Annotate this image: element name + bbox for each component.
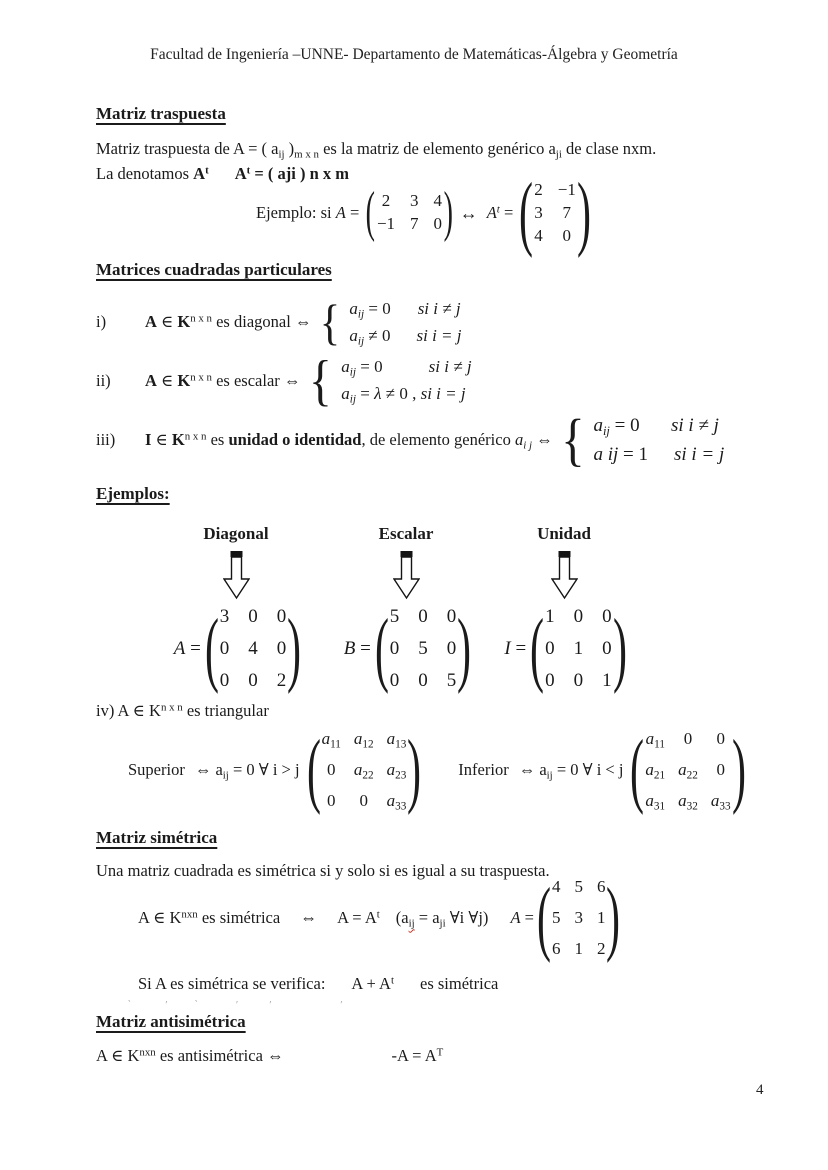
- symmetric-claim: A ∈ $K^{nxn}$ es simétrica: [138, 908, 281, 927]
- matrix-cell: 1: [574, 939, 583, 958]
- matrix-cell: 0: [359, 791, 368, 810]
- matrix-cell: 0: [248, 606, 258, 627]
- matrix-cell: 3: [219, 606, 230, 627]
- item-ii-label: ii): [96, 371, 111, 390]
- item-i-cases: [318, 293, 462, 350]
- matrix-cell: 0: [562, 226, 572, 245]
- matrix-paren-right: ): [407, 723, 422, 817]
- case-equation: $a_{ij} = 0$: [349, 298, 391, 321]
- matrix-triangular-inferior: [630, 723, 746, 817]
- matrix-cell: 0: [326, 791, 336, 810]
- matrix-paren-left: (: [374, 602, 389, 696]
- matrix-paren-right: ): [457, 602, 472, 696]
- transpose-denote-left: La denotamos $A^t$: [96, 164, 209, 183]
- matrix-cell: −1: [557, 180, 576, 199]
- section-heading-matriz-antisimetrica: Matriz antisimétrica: [96, 1012, 246, 1031]
- matrix-paren-right: ): [606, 871, 621, 965]
- item-iii-text: I ∈ $K^{n x n}$ es unidad o identidad, de elemento genérico $a_{i j}$ ⇔: [145, 430, 553, 452]
- matrix-cell: $a_{13}$: [386, 729, 407, 751]
- matrix-paren-left: (: [365, 181, 376, 244]
- matrix-cell: −1: [376, 214, 396, 234]
- symmetric-definition: Una matriz cuadrada es simétrica si y solo si es igual a su traspuesta.: [96, 861, 550, 880]
- diagonal-matrix-row: [173, 602, 302, 696]
- example-column-escalar: [330, 524, 482, 696]
- scan-artifacts: ‵ ′ ‵ ′ ′ ′: [128, 999, 344, 1011]
- matrix-paren-left: (: [204, 602, 219, 696]
- example-column-unidad: [488, 524, 640, 696]
- matrix-A-transpose: [519, 166, 591, 260]
- section-heading-ejemplos: Ejemplos:: [96, 484, 170, 503]
- matrix-cell: 0: [433, 214, 443, 234]
- symmetric-note: ($a_{ij} = a_{ji}$ ∀i ∀j): [395, 908, 489, 930]
- matrix-name: I =: [504, 638, 527, 659]
- matrix-symmetric-example: [536, 871, 621, 965]
- case-equation: $a_{ij} \ne 0$: [349, 325, 391, 348]
- antisymmetric-formula: $-A = A^T$: [391, 1046, 444, 1065]
- square-item-iii: [96, 406, 724, 474]
- matrix-name: A =: [173, 638, 201, 659]
- transpose-example-mid: $A^t$ =: [486, 203, 514, 222]
- matrix-cell: 0: [276, 638, 287, 659]
- case-equation: a ij = 1: [593, 443, 648, 465]
- matrix-cell: 0: [716, 729, 725, 748]
- matrix-cell: $a_{22}$: [353, 760, 374, 782]
- item-ii-text: A ∈ $K^{n x n}$ es escalar ⇔: [145, 371, 301, 390]
- matrix-paren-right: ): [443, 181, 454, 244]
- matrix-cell: 7: [410, 214, 419, 234]
- symmetric-equation: $A = A^t$: [337, 908, 380, 927]
- cases-brace: {: [320, 293, 341, 350]
- escalar-label: Escalar: [378, 524, 434, 543]
- section-heading-matriz-traspuesta: Matriz traspuesta: [96, 104, 226, 123]
- matrix-cell: 0: [326, 760, 336, 779]
- matrix-cell: 5: [418, 638, 428, 659]
- item-iii-cases: [559, 406, 725, 472]
- item-i-text: A ∈ $K^{n x n}$ es diagonal ⇔: [145, 312, 312, 331]
- matrix-cell: 2: [381, 191, 391, 211]
- symmetric-property-result: es simétrica: [420, 974, 499, 993]
- case-row: [593, 415, 724, 437]
- matrix-cell: 3: [574, 908, 583, 927]
- matrix-cell: 0: [602, 638, 612, 659]
- case-equation: $a_{ij} = \lambda \ne 0$ , si i = j: [341, 384, 466, 407]
- matrix-cell: 0: [446, 638, 457, 659]
- matrix-cell: 2: [276, 670, 287, 691]
- down-arrow-icon: [223, 551, 250, 601]
- matrix-cell: 1: [545, 606, 555, 627]
- matrix-cell: 0: [389, 670, 400, 691]
- section-heading-matrices-cuadradas: Matrices cuadradas particulares: [96, 260, 332, 279]
- matrix-cell: 0: [683, 729, 693, 748]
- escalar-matrix-row: [343, 602, 472, 696]
- matrix-paren-left: (: [536, 871, 551, 965]
- triangular-row: [128, 722, 746, 818]
- inferior-label: Inferior: [458, 760, 509, 779]
- matrix-cell: 0: [545, 670, 555, 691]
- matrix-cell: $a_{22}$: [678, 760, 698, 782]
- matrix-A: [365, 181, 454, 244]
- unidad-label: Unidad: [537, 524, 591, 543]
- matrix-cell: $a_{12}$: [353, 729, 374, 751]
- matrix-cell: 2: [596, 939, 606, 958]
- transpose-example-prefix: Ejemplo: si A =: [256, 203, 360, 222]
- matrix-cell: 0: [389, 638, 400, 659]
- case-row: [341, 384, 491, 407]
- matrix-escalar: [374, 602, 472, 696]
- matrix-cell: 4: [534, 226, 543, 245]
- matrix-cell: 3: [534, 203, 543, 222]
- matrix-cell: 0: [219, 638, 230, 659]
- matrix-cell: $a_{11}$: [321, 729, 341, 751]
- matrix-cell: 0: [219, 670, 230, 691]
- matrix-name: A =: [510, 908, 534, 927]
- matrix-cell: 0: [276, 606, 287, 627]
- matrix-cell: 2: [534, 180, 543, 199]
- transpose-denote-right: $A^t$ = ( aji ) n x m: [234, 164, 350, 183]
- case-row: [341, 357, 491, 380]
- section-heading-matriz-simetrica: Matriz simétrica: [96, 828, 218, 847]
- down-arrow-icon: [393, 551, 420, 601]
- matrix-cell: 6: [596, 877, 606, 896]
- symmetric-property-formula: $A + A^t$: [351, 974, 395, 993]
- matrix-cell: 0: [716, 760, 725, 779]
- matrix-cell: $a_{23}$: [386, 760, 407, 782]
- matrix-paren-left: (: [530, 602, 545, 696]
- left-right-arrow: ↔: [459, 202, 478, 223]
- matrix-cell: 1: [573, 638, 584, 659]
- matrix-cell: $a_{21}$: [645, 760, 666, 782]
- matrix-cell: 4: [551, 877, 561, 896]
- matrix-cell: 0: [248, 670, 258, 691]
- diagonal-label: Diagonal: [203, 524, 269, 543]
- matrix-cell: $a_{32}$: [678, 791, 698, 813]
- square-item-ii: [96, 350, 492, 412]
- item-i-label: i): [96, 312, 107, 331]
- matrix-cell: 5: [389, 606, 400, 627]
- cases-brace: {: [560, 406, 585, 472]
- matrix-cell: $a_{33}$: [710, 791, 731, 813]
- symmetric-property-text: Si A es simétrica se verifica:: [138, 974, 326, 993]
- case-equation: $a_{ij} = 0$: [341, 357, 383, 380]
- matrix-paren-left: (: [630, 723, 645, 817]
- matrix-cell: 0: [446, 606, 457, 627]
- matrix-cell: $a_{33}$: [386, 791, 407, 813]
- matrix-paren-right: ): [731, 723, 746, 817]
- superior-condition: ⇔ $a_{ij} = 0$ ∀ i > j: [194, 760, 300, 782]
- symmetric-row: [138, 871, 621, 965]
- example-column-diagonal: [160, 524, 312, 696]
- matrix-cell: 3: [410, 191, 419, 211]
- matrix-cell: 0: [418, 670, 428, 691]
- matrix-paren-right: ): [612, 602, 627, 696]
- matrix-cell: 5: [551, 908, 561, 927]
- down-arrow-icon: [551, 551, 578, 601]
- case-condition: si i ≠ j: [670, 414, 719, 436]
- case-row: [593, 444, 724, 466]
- matrix-paren-left: (: [306, 723, 321, 817]
- matrix-paren-right: ): [287, 602, 302, 696]
- matrix-cell: $a_{11}$: [645, 729, 665, 751]
- matrix-cell: 4: [248, 638, 258, 659]
- matrix-cell: 4: [433, 191, 443, 211]
- iff-arrow: ⇔: [300, 908, 318, 927]
- matrix-cell: 0: [545, 638, 555, 659]
- case-row: [349, 326, 461, 346]
- case-condition: si i = j: [416, 325, 462, 345]
- antisymmetric-row: [96, 1046, 443, 1066]
- matrix-cell: 6: [551, 939, 561, 958]
- cases-brace: {: [309, 349, 333, 412]
- case-condition: si i ≠ j: [417, 298, 461, 318]
- matrix-paren-left: (: [519, 166, 534, 260]
- case-condition: si i = j: [673, 443, 725, 465]
- matrix-cell: 1: [596, 908, 606, 927]
- matrix-cell: 5: [446, 670, 457, 691]
- case-condition: si i ≠ j: [428, 357, 472, 377]
- transpose-paragraph-line1: Matriz traspuesta de A = ( $a_{ij}$ )$_{m x n}$ es la matriz de elemento genérico $a_{ji}$ de clase nxm.: [96, 139, 657, 161]
- document-header: Facultad de Ingeniería –UNNE- Departamento de Matemáticas-Álgebra y Geometría: [150, 46, 678, 63]
- matrix-cell: 7: [562, 203, 572, 222]
- matrix-diagonal: [204, 602, 302, 696]
- matrix-triangular-superior: [306, 723, 422, 817]
- matrix-cell: 0: [573, 606, 584, 627]
- matrix-cell: 0: [573, 670, 584, 691]
- antisymmetric-claim: A ∈ $K^{nxn}$ es antisimétrica ⇔: [96, 1046, 284, 1065]
- symmetric-property-line: [138, 974, 498, 994]
- matrix-cell: 0: [418, 606, 428, 627]
- matrix-cell: 5: [574, 877, 583, 896]
- square-item-i: [96, 294, 462, 350]
- case-equation: $a_{ij} = 0$: [593, 414, 640, 438]
- unidad-matrix-row: [504, 602, 627, 696]
- matrix-cell: 1: [602, 670, 612, 691]
- matrix-cell: 0: [602, 606, 612, 627]
- page-number: 4: [756, 1082, 764, 1098]
- item-ii-cases: [307, 349, 491, 412]
- matrix-cell: $a_{31}$: [645, 791, 666, 813]
- triangular-intro: iv) A ∈ $K^{n x n}$ es triangular: [96, 701, 269, 720]
- superior-label: Superior: [128, 760, 185, 779]
- matrix-name: B =: [343, 638, 371, 659]
- case-row: [349, 299, 461, 319]
- matrix-unidad: [530, 602, 627, 696]
- matrix-paren-right: ): [576, 166, 591, 260]
- item-iii-label: iii): [96, 430, 116, 449]
- inferior-condition: ⇔ $a_{ij} = 0$ ∀ i < j: [518, 760, 624, 782]
